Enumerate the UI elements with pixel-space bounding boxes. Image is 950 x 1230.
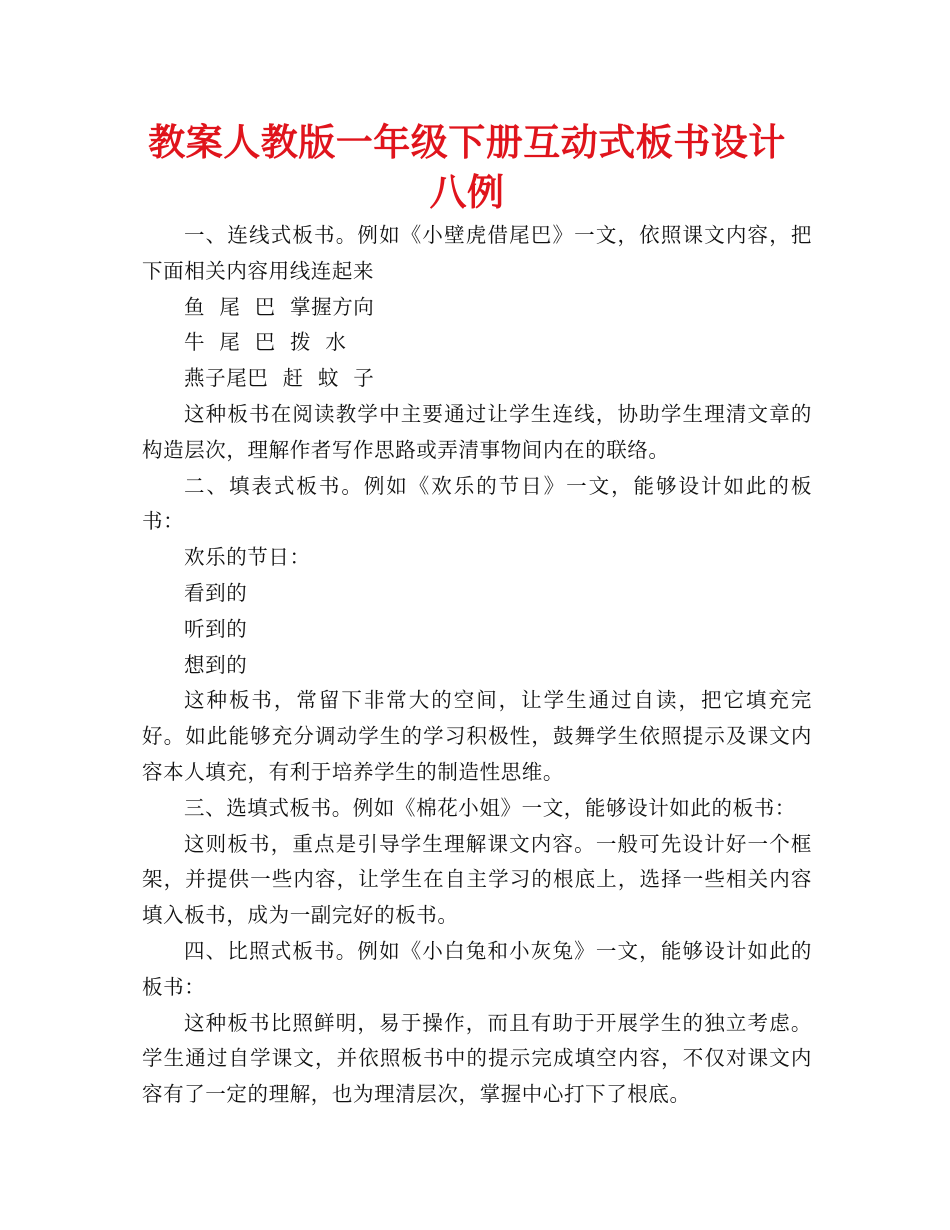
document-title: 教案人教版一年级下册互动式板书设计八例 [148, 121, 786, 214]
document-page [142, 118, 812, 1113]
section-2-item: 听到的 [184, 616, 248, 641]
section-2-item: 想到的 [184, 652, 248, 677]
section-4-note: 这种板书比照鲜明，易于操作，而且有助于开展学生的独立考虑。学生通过自学课文，并依照板书中的提示完成填空内容，不仅对课文内容有了一定的理解，也为理清层次，掌握中心打下了根底。 [142, 1010, 812, 1107]
section-4-intro: 四、比照式板书。例如《小白兔和小灰兔》一文，能够设计如此的板书： [142, 938, 812, 999]
section-1-item: 鱼 尾 巴 掌握方向 [184, 294, 375, 319]
section-1-note: 这种板书在阅读教学中主要通过让学生连线，协助学生理清文章的构造层次，理解作者写作思路或弄清事物间内在的联络。 [142, 401, 812, 462]
section-2-item: 欢乐的节日： [184, 545, 311, 570]
section-3-note: 这则板书，重点是引导学生理解课文内容。一般可先设计好一个框架，并提供一些内容，让学生在自主学习的根底上，选择一些相关内容填入板书，成为一副完好的板书。 [142, 831, 812, 928]
section-1-intro: 一、连线式板书。例如《小壁虎借尾巴》一文，依照课文内容，把下面相关内容用线连起来 [142, 223, 812, 283]
section-2-item: 看到的 [184, 580, 248, 605]
section-1-item: 燕子尾巴 赶 蚊 子 [184, 366, 375, 391]
section-1-item: 牛 尾 巴 拨 水 [184, 330, 347, 355]
section-3-intro: 三、选填式板书。例如《棉花小姐》一文，能够设计如此的板书： [184, 795, 796, 820]
section-2-note: 这种板书，常留下非常大的空间，让学生通过自读，把它填充完好。如此能够充分调动学生的学习积极性，鼓舞学生依照提示及课文内容本人填充，有利于培养学生的制造性思维。 [142, 688, 812, 784]
section-2-intro: 二、填表式板书。例如《欢乐的节日》一文，能够设计如此的板书： [142, 473, 812, 534]
